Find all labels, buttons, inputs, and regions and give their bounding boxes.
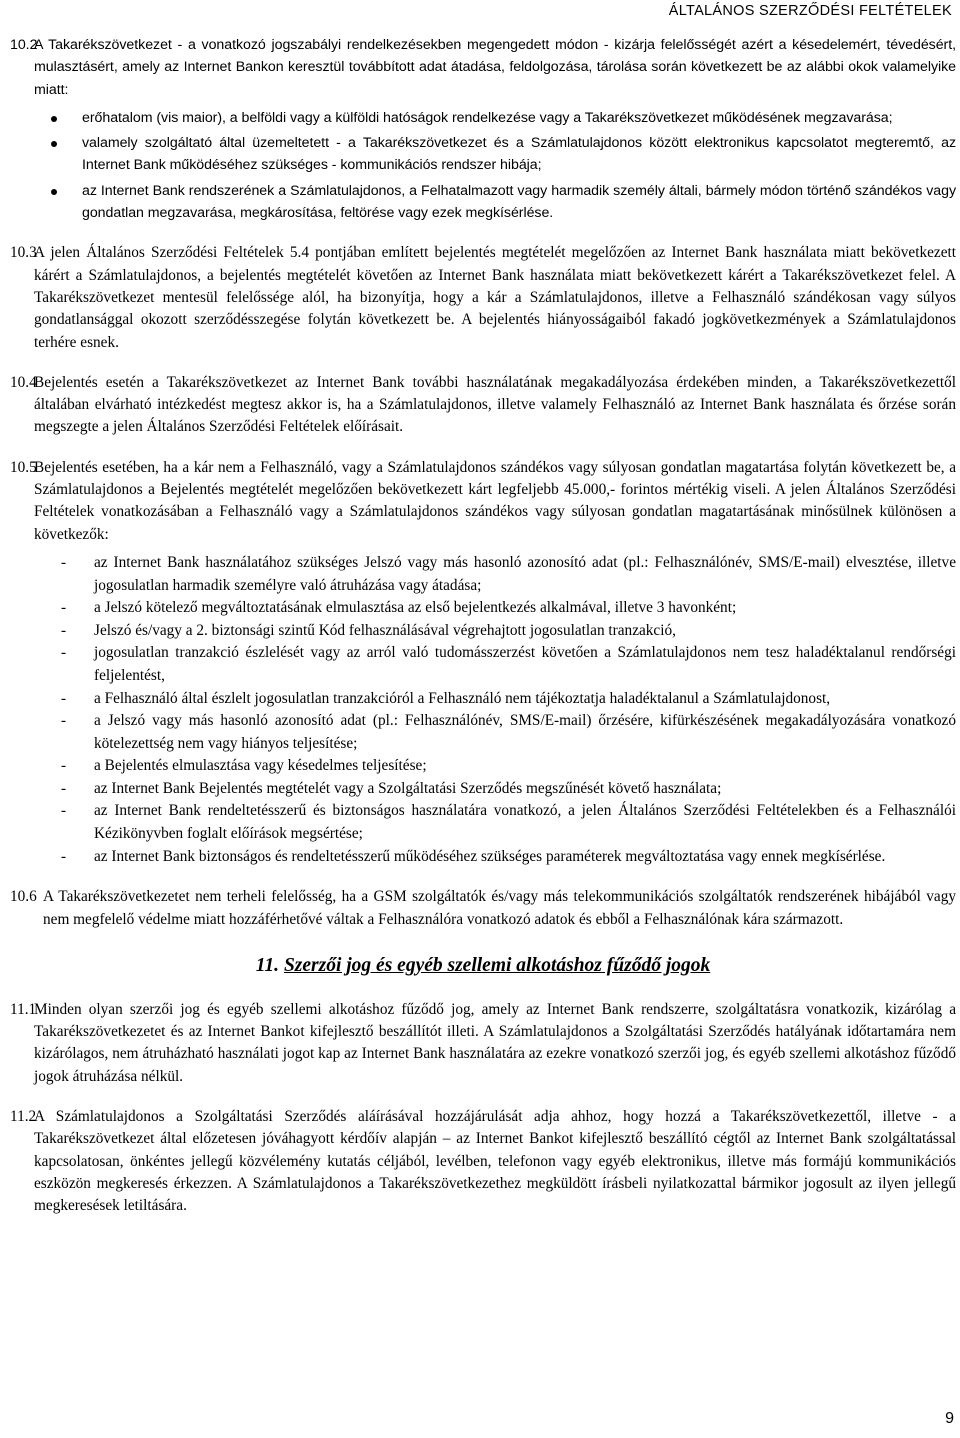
paragraph-text: Minden olyan szerzői jog és egyéb szellemi alkotáshoz fűződő jog, amely az Internet Bank rendszerre, szolgáltatásra vonatkozik, kizárólag a Takarékszövetkezetet és az Internet Bankot kifejlesztő beszállítót illeti. A Számlatulajdonos a Szolgáltatási Szerződés hatályának időtartamára nem kizárólagos, nem átruházható használati jogot kap az Internet Bank használatára az ezekre vonatkozó szerzői jog, és egyéb szellemi alkotáshoz fűződő jogok átruházása nélkül. (34, 1000, 956, 1085)
dash-marker: - (61, 779, 67, 797)
bullet-item (34, 107, 956, 129)
paragraph-number: 10.6 (10, 888, 37, 906)
section-number: 11. (255, 954, 280, 976)
paragraph-text: A Számlatulajdonos a Szolgáltatási Szerződés aláírásával hozzájárulását adja ahhoz, hogy hozzá a Takarékszövetkezettől, illetve - a Takarékszövetkezet által előzetesen jóváhagyott kérdőív alapján – az Internet Bankot kifejlesztő beszállító cégtől az Internet Bank szolgáltatással kapcsolatosan, önkéntes jellegű közvélemény kutatás céljából, levélben, telefonon vagy egyéb elektronikus, illetve más formájú kommunikációs eszközön megkeresés érkezzen. A Számlatulajdonos a Takarékszövetkezethez megküldött írásbeli nyilatkozattal bármikor jogosult az ilyen jellegű megkeresések letiltására. (34, 1108, 956, 1215)
paragraph-text: A jelen Általános Szerződési Feltételek 5.4 pontjában említett bejelentés megtételét megelőzően az Internet Bank használata miatt bekövetkezett kárért a Számlatulajdonos, a bejelentés megtételét követően az Internet Bank használata miatt bekövetkezett kárért a Takarékszövetkezet felel. A Takarékszövetkezet mentesül felelőssége alól, ha bizonyítja, hogy a kár a Számlatulajdonos, illetve a Felhasználó szándékosan vagy súlyos gondatlansággal okozott szerződésszegése folytán következett be. A bejelentés hiányosságaiból fakadó jogkövetkezmények a Számlatulajdonos terhére esnek. (34, 244, 956, 351)
document-body (10, 34, 956, 1236)
dash-text: a Felhasználó által észlelt jogosulatlan tranzakcióról a Felhasználó nem tájékoztatja haladéktalanul a Számlatulajdonost, (94, 689, 831, 707)
paragraph-text: Bejelentés esetében, ha a kár nem a Felhasználó, vagy a Számlatulajdonos szándékos vagy súlyosan gondatlan magatartása folytán következett be, a Számlatulajdonos a Bejelentés megtételét megelőzően bekövetkezett kárt legfeljebb 45.000,- forintos mértékig viseli. A jelen Általános Szerződési Feltételek vonatkozásában a Felhasználó vagy a Számlatulajdonos szándékos vagy súlyosan gondatlan magatartásának minősülnek különösen a következők: (34, 458, 956, 543)
paragraph-11-1 (10, 999, 956, 1088)
dash-marker: - (61, 599, 67, 617)
paragraph-10-2 (10, 34, 956, 224)
dash-item (10, 642, 956, 687)
paragraph-number: 11.2 (10, 1108, 37, 1126)
paragraph-number: 10.4 (10, 373, 37, 391)
paragraph-11-2 (10, 1106, 956, 1217)
dash-marker: - (61, 757, 67, 775)
section-heading (10, 955, 956, 977)
dash-text: az Internet Bank rendeltetésszerű és biztonságos használatára vonatkozó, a jelen Általános Szerződési Feltételekben és a Felhasználói Kézikönyvben foglalt előírások megsértése; (94, 802, 956, 843)
dash-marker: - (61, 621, 67, 639)
dash-text: az Internet Bank használatához szükséges Jelszó vagy más hasonló azonosító adat (pl.: Felhasználónév, SMS/E-mail) elvesztése, illetve jogosulatlan harmadik személyre való átruházása vagy átadása; (94, 553, 956, 594)
bullet-icon (51, 189, 57, 195)
bullet-text: valamely szolgáltató által üzemeltetett - a Takarékszövetkezet és a Számlatulajdonos között elektronikus kapcsolatot megteremtő, az Internet Bank működéséhez szükséges - kommunikációs rendszer hibája; (82, 135, 956, 174)
page-number: 9 (945, 1410, 954, 1427)
dash-item (10, 552, 956, 597)
bullet-list (34, 107, 956, 224)
dash-marker: - (61, 553, 67, 571)
paragraph-10-3 (10, 242, 956, 353)
paragraph-text: A Takarékszövetkezet - a vonatkozó jogszabályi rendelkezésekben megengedett módon - kizárja felelősségét azért a késedelemért, tévedésért, mulasztásért, amely az Internet Bankon keresztül továbbított adat átadása, feldolgozása, tárolása során következett be az alábbi okok valamelyike miatt: (34, 37, 956, 98)
paragraph-10-6 (10, 886, 956, 931)
dash-text: a Jelszó kötelező megváltoztatásának elmulasztása az első bejelentkezés alkalmával, illetve 3 havonként; (94, 599, 737, 617)
dash-item (10, 755, 956, 778)
dash-item (10, 800, 956, 845)
dash-item (10, 597, 956, 620)
paragraph-10-4 (10, 372, 956, 439)
page-header-title: ÁLTALÁNOS SZERZŐDÉSI FELTÉTELEK (668, 3, 952, 19)
dash-marker: - (61, 689, 67, 707)
paragraph-number: 10.5 (10, 458, 37, 476)
bullet-item (34, 180, 956, 225)
dash-marker: - (61, 802, 67, 820)
dash-text: a Bejelentés elmulasztása vagy késedelmes teljesítése; (94, 757, 427, 775)
paragraph-number: 10.2 (10, 37, 38, 53)
dash-item (10, 710, 956, 755)
dash-list (10, 552, 956, 868)
dash-marker: - (61, 847, 67, 865)
paragraph-10-5 (10, 457, 956, 546)
dash-text: az Internet Bank Bejelentés megtételét vagy a Szolgáltatási Szerződés megszűnését követő használata; (94, 779, 722, 797)
paragraph-number: 11.1 (10, 1000, 37, 1018)
bullet-item (34, 132, 956, 177)
paragraph-number: 10.3 (10, 244, 37, 262)
bullet-text: az Internet Bank rendszerének a Számlatulajdonos, a Felhatalmazott vagy harmadik személy általi, bármely módon történő szándékos vagy gondatlan megzavarása, megkárosítása, feltörése vagy ezek megkísérlése. (82, 182, 956, 222)
dash-marker: - (61, 644, 67, 662)
paragraph-text: Bejelentés esetén a Takarékszövetkezet az Internet Bank további használatának megakadályozása érdekében minden, a Takarékszövetkezettől általában elvárható intézkedést megtesz akkor is, ha a Számlatulajdonos, illetve valamely Felhasználó az Internet Bank használata és őrzése során megszegte a jelen Általános Szerződési Feltételek előírásait. (34, 373, 956, 436)
dash-item (10, 688, 956, 711)
dash-text: Jelszó és/vagy a 2. biztonsági szintű Kód felhasználásával végrehajtott jogosulatlan tranzakció, (94, 621, 676, 639)
dash-text: az Internet Bank biztonságos és rendeltetésszerű működéséhez szükséges paraméterek megváltoztatása vagy ennek megkísérlése. (94, 847, 886, 865)
dash-item (10, 846, 956, 869)
dash-text: a Jelszó vagy más hasonló azonosító adat (pl.: Felhasználónév, SMS/E-mail) őrzésére, kifürkészésének megakadályozására vonatkozó kötelezettség nem vagy hiányos teljesítése; (94, 712, 956, 752)
dash-item (10, 778, 956, 801)
paragraph-text: A Takarékszövetkezetet nem terheli felelősség, ha a GSM szolgáltatók és/vagy más telekommunikációs szolgáltatók rendszerének hibájából vagy nem megfelelő védelme miatt hozzáférhetővé váltak a Felhasználóra vonatkozó adatok és ebből a Felhasználónak kára származott. (43, 888, 956, 928)
bullet-icon (51, 141, 57, 147)
dash-text: jogosulatlan tranzakció észlelését vagy az arról való tudomásszerzést követően a Számlatulajdonos nem tesz haladéktalanul rendőrségi feljelentést, (94, 644, 956, 684)
bullet-text: erőhatalom (vis maior), a belföldi vagy a külföldi hatóságok rendelkezése vagy a Takarékszövetkezet működésének megzavarása; (82, 109, 893, 126)
dash-item (10, 620, 956, 643)
section-title: Szerzői jog és egyéb szellemi alkotáshoz fűződő jogok (283, 954, 711, 976)
dash-marker: - (61, 712, 67, 730)
bullet-icon (51, 116, 57, 122)
